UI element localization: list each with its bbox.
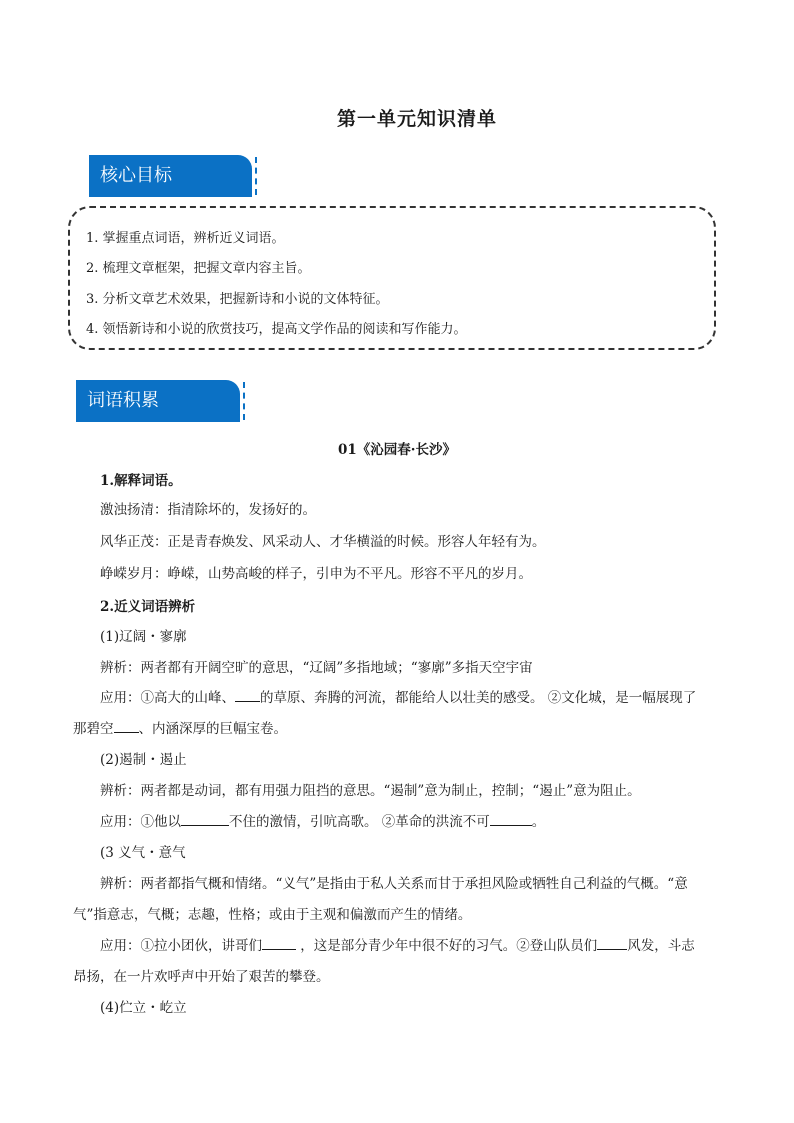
text: 的草原、奔腾的河流，都能给人以壮美的感受。 ②文化城，是一幅展现了: [260, 690, 697, 706]
group-3-analysis-cont: 气”指意志，气概；志趣，性格；或由于主观和偏激而产生的情绪。: [73, 907, 472, 923]
section-tag-vocab: 词语积累: [76, 380, 240, 422]
group-2-analysis: 辨析：两者都是动词，都有用强力阻挡的意思。“遏制”意为制止，控制；“遏止”意为阻止。: [100, 783, 641, 799]
explain-item: 激浊扬清：指清除坏的，发扬好的。: [100, 502, 316, 518]
group-4-label: (4)伫立・屹立: [100, 1000, 187, 1016]
lesson-heading: 01《沁园春·长沙》: [338, 442, 456, 458]
fill-blank: [181, 813, 229, 826]
fill-blank: [114, 720, 139, 733]
text: 应用：①他以: [100, 814, 181, 830]
explain-heading: 1.解释词语。: [100, 473, 182, 489]
group-2-label: (2)遏制・遏止: [100, 752, 187, 768]
fill-blank: [235, 689, 260, 702]
text: 。: [531, 814, 546, 830]
text: 、内涵深厚的巨幅宝卷。: [138, 721, 287, 737]
section-tag-core-goals: 核心目标: [89, 155, 252, 197]
text: 不住的激情，引吭高歌。 ②革命的洪流不可: [229, 814, 490, 830]
group-3-label: (3 义气・意气: [100, 845, 186, 861]
explain-item: 峥嵘岁月：峥嵘，山势高峻的样子，引申为不平凡。形容不平凡的岁月。: [100, 566, 532, 582]
group-3-application: [100, 934, 695, 954]
fill-blank: [597, 937, 627, 950]
fill-blank: [262, 937, 296, 950]
text: 应用：①高大的山峰、: [100, 690, 235, 706]
text: ，这是部分青少年中很不好的习气。②登山队员们: [300, 938, 598, 954]
explain-item: 风华正茂：正是青春焕发、风采动人、才华横溢的时候。形容人年轻有为。: [100, 534, 546, 550]
group-3-application-cont: 昂扬，在一片欢呼声中开始了艰苦的攀登。: [73, 969, 330, 985]
goal-item: 4. 领悟新诗和小说的欣赏技巧，提高文学作品的阅读和写作能力。: [86, 322, 467, 337]
goal-item: 2. 梳理文章框架，把握文章内容主旨。: [86, 261, 311, 276]
synonym-heading: 2.近义词语辨析: [100, 599, 196, 615]
text: 风发，斗志: [627, 938, 695, 954]
group-1-label: (1)辽阔・寥廓: [100, 629, 187, 645]
text: 那碧空: [73, 721, 114, 737]
group-2-application: [100, 810, 545, 830]
group-1-analysis: 辨析：两者都有开阔空旷的意思，“辽阔”多指地域；“寥廓”多指天空宇宙: [100, 660, 533, 676]
page-title: 第一单元知识清单: [336, 108, 497, 130]
group-1-application: [100, 686, 696, 706]
text: 应用：①拉小团伙，讲哥们: [100, 938, 262, 954]
group-3-analysis: 辨析：两者都指气概和情绪。“义气”是指由于私人关系而甘于承担风险或牺牲自己利益的气概。“意: [100, 876, 688, 892]
goal-item: 1. 掌握重点词语，辨析近义词语。: [86, 231, 285, 246]
fill-blank: [490, 813, 532, 826]
group-1-application-cont: [73, 717, 287, 737]
goal-item: 3. 分析文章艺术效果，把握新诗和小说的文体特征。: [86, 292, 389, 307]
